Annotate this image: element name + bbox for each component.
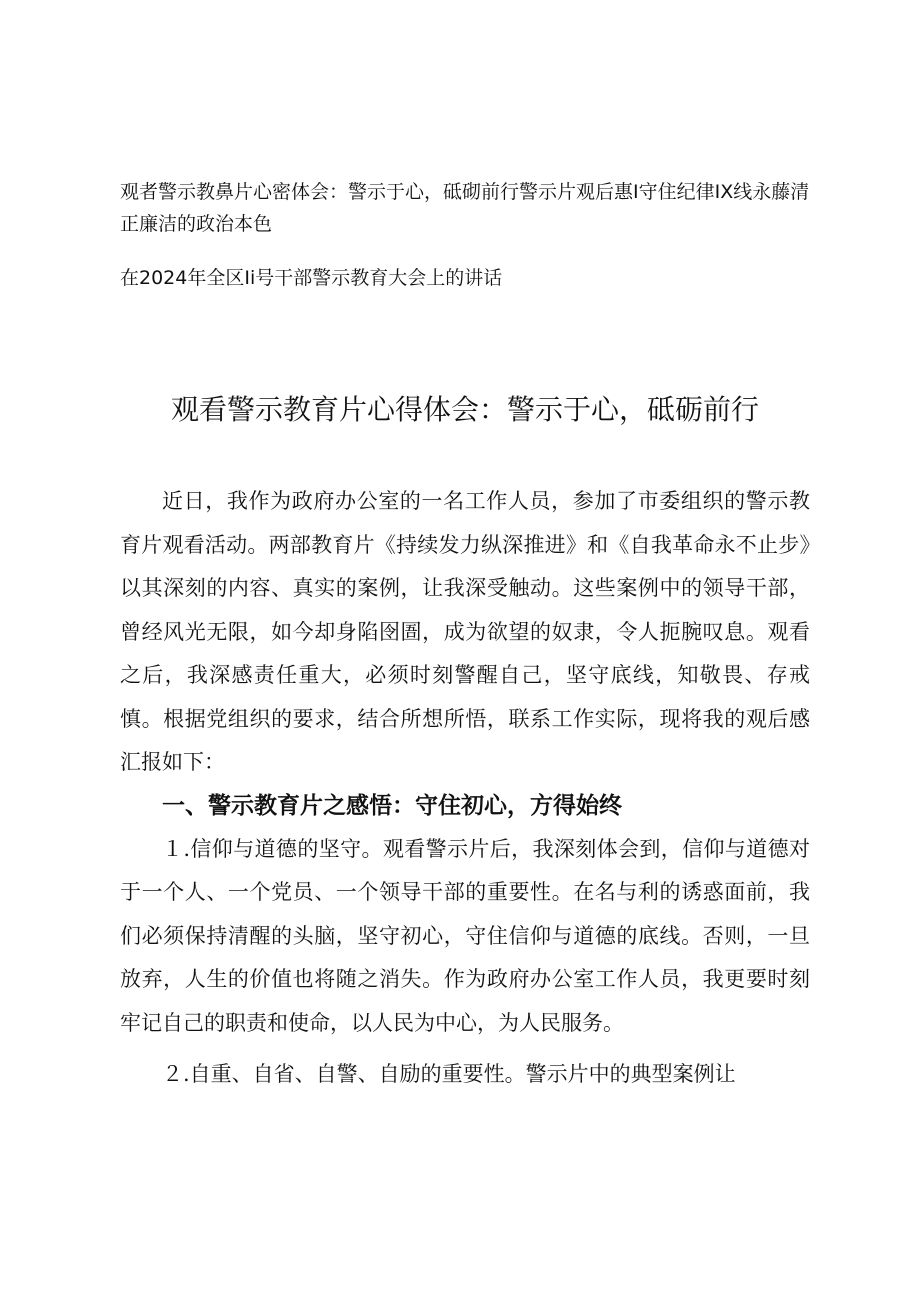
header-item-1: 观者警示教鼻片心密体会：警示于心，砥砌前行警示片观后惠I守住纪律IX线永藤清正廉洁的政治本色 — [120, 181, 810, 235]
document-header — [120, 176, 810, 294]
document-title: 观看警示教育片心得体会：警示于心，砥砺前行 — [170, 393, 759, 426]
intro-paragraph: 近日，我作为政府办公室的一名工作人员，参加了市委组织的警示教育片观看活动。两部教育片《持续发力纵深推进》和《自我革命永不止步》以其深刻的内容、真实的案例，让我深受触动。这些案例中的领导干部，曾经风光无限，如今却身陷囹圄，成为欲望的奴隶，令人扼腕叹息。观看之后，我深感责任重大，必须时刻警醒自己，坚守底线，知敬畏、存戒慎。根据党组织的要求，结合所想所悟，联系工作实际，现将我的观后感汇报如下： — [120, 489, 810, 774]
header-item-2: 在2024年全区Ii号干部警示教育大会上的讲话 — [120, 267, 503, 289]
section-1-item-2: ２.自重、自省、自警、自励的重要性。警示片中的典型案例让 — [162, 1062, 736, 1086]
section-heading-1: 一、警示教育片之感悟：守住初心，方得始终 — [162, 792, 622, 819]
section-1-item-1: １.信仰与道德的坚守。观看警示片后，我深刻体会到，信仰与道德对于一个人、一个党员、一个领导干部的重要性。在名与利的诱惑面前，我们必须保持清醒的头脑，坚守初心，守住信仰与道德的底线。否则，一旦放弃，人生的价值也将随之消失。作为政府办公室工作人员，我更要时刻牢记自己的职责和使命，以人民为中心，为人民服务。 — [120, 836, 810, 1035]
document-body — [120, 480, 810, 1097]
